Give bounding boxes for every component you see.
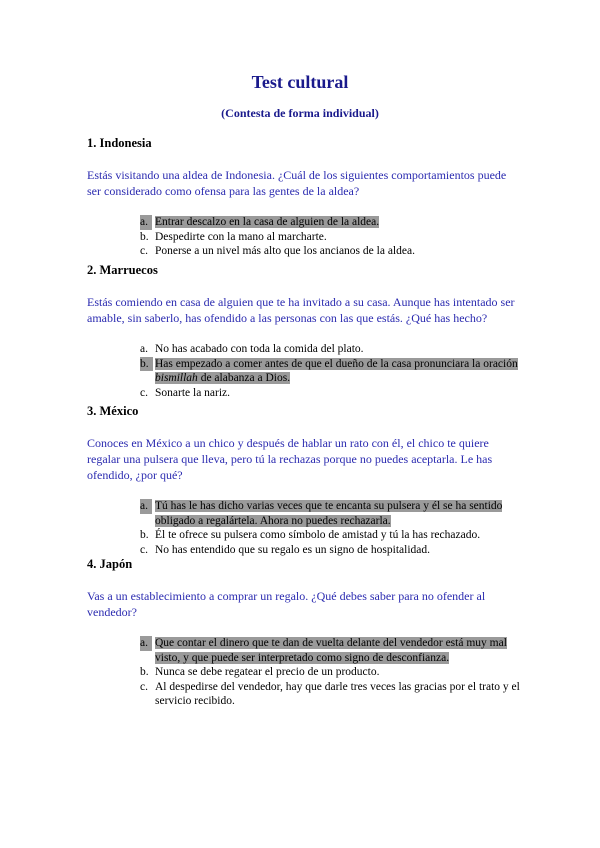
option-c bbox=[87, 543, 525, 558]
section-mexico bbox=[87, 404, 527, 557]
option-letter: c. bbox=[140, 245, 148, 257]
option-letter: c. bbox=[140, 386, 148, 399]
option-c bbox=[87, 244, 525, 259]
option-text: Él te ofrece su pulsera como símbolo de amistad y tú la has rechazado. bbox=[155, 529, 481, 541]
option-text: Ponerse a un nivel más alto que los ancianos de la aldea. bbox=[155, 245, 415, 257]
option-text bbox=[155, 358, 518, 385]
section-heading: 1. Indonesia bbox=[87, 136, 152, 150]
question-text: Estás visitando una aldea de Indonesia. ¿Cuál de los siguientes comportamientos puede ser considerado como ofensa para las gentes de la aldea? bbox=[87, 168, 507, 198]
option-text: Sonarte la nariz. bbox=[155, 386, 231, 399]
option-c bbox=[87, 386, 525, 401]
option-text: Nunca se debe regatear el precio de un producto. bbox=[155, 666, 380, 678]
option-b bbox=[87, 230, 525, 245]
question-text: Estás comiendo en casa de alguien que te ha invitado a su casa. Aunque has intentado ser amable, sin saberlo, has ofendido a las personas con las que estás. ¿Qué has hecho? bbox=[87, 295, 515, 325]
options-list bbox=[87, 342, 527, 400]
option-text: Tú has le has dicho varias veces que te encanta su pulsera y él se ha sentido obligado a regalártela. Ahora no puedes rechazarla. bbox=[155, 500, 503, 527]
option-letter: c. bbox=[140, 680, 148, 693]
option-text-before: Has empezado a comer antes de que el dueño de la casa pronunciara la oración bbox=[155, 357, 518, 370]
options-list bbox=[87, 215, 527, 259]
option-letter: a. bbox=[140, 343, 148, 355]
option-a bbox=[87, 342, 525, 357]
page-title: Test cultural bbox=[251, 72, 349, 92]
section-indonesia bbox=[87, 136, 527, 259]
page-subtitle: (Contesta de forma individual) bbox=[221, 106, 379, 120]
options-list bbox=[87, 499, 527, 557]
option-text-italic: bismillah bbox=[155, 372, 198, 384]
option-a bbox=[87, 636, 525, 665]
section-heading: 3. México bbox=[87, 404, 139, 418]
section-marruecos bbox=[87, 263, 527, 400]
option-text: Entrar descalzo en la casa de alguien de la aldea. bbox=[155, 216, 380, 228]
section-japon bbox=[87, 557, 527, 709]
option-b bbox=[87, 357, 525, 386]
option-text: Despedirte con la mano al marcharte. bbox=[155, 230, 327, 243]
option-letter: b. bbox=[140, 666, 149, 678]
option-letter: c. bbox=[140, 543, 148, 556]
option-text-after: de alabanza a Dios. bbox=[197, 372, 291, 384]
option-text: No has entendido que su regalo es un signo de hospitalidad. bbox=[155, 543, 430, 556]
question-text: Vas a un establecimiento a comprar un regalo. ¿Qué debes saber para no ofender al vendedor? bbox=[87, 589, 486, 619]
option-b bbox=[87, 528, 525, 543]
question-text: Conoces en México a un chico y después de hablar un rato con él, el chico te quiere regalar una pulsera que lleva, pero tú la rechazas porque no puedes aceptarla. Le has ofendido, ¿por qué? bbox=[87, 436, 493, 482]
option-text: Al despedirse del vendedor, hay que darle tres veces las gracias por el trato y el servicio recibido. bbox=[155, 680, 520, 707]
option-letter: a. bbox=[140, 636, 152, 651]
option-c bbox=[87, 680, 525, 709]
option-a bbox=[87, 499, 525, 528]
option-letter: a. bbox=[140, 215, 152, 230]
section-heading: 4. Japón bbox=[87, 557, 133, 571]
section-heading: 2. Marruecos bbox=[87, 263, 158, 277]
options-list bbox=[87, 636, 527, 709]
option-letter: b. bbox=[140, 529, 149, 541]
option-letter: a. bbox=[140, 499, 152, 514]
option-a bbox=[87, 215, 525, 230]
option-b bbox=[87, 665, 525, 680]
option-letter: b. bbox=[140, 230, 149, 243]
option-text: No has acabado con toda la comida del plato. bbox=[155, 343, 364, 355]
option-text: Que contar el dinero que te dan de vuelta delante del vendedor está muy mal visto, y que puede ser interpretado como signo de desconfianza. bbox=[155, 637, 507, 664]
option-letter: b. bbox=[140, 357, 153, 372]
